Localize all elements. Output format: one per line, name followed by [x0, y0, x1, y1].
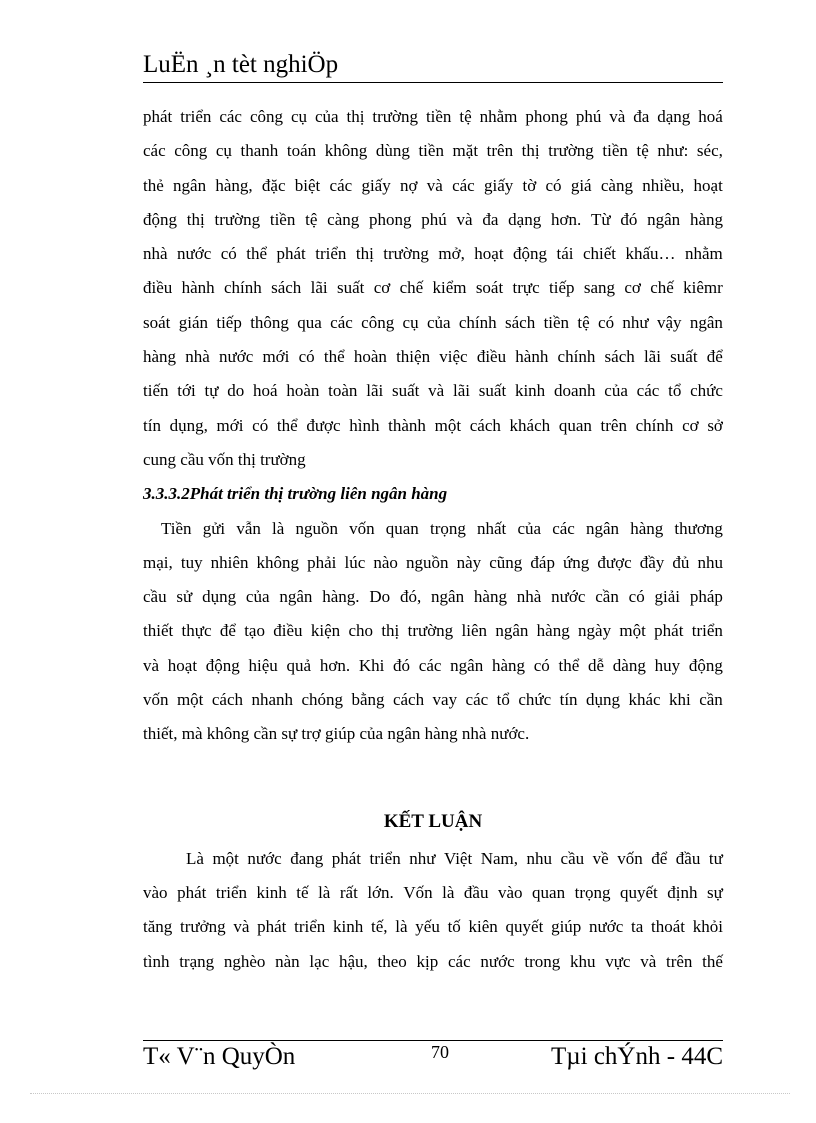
document-body — [143, 100, 723, 979]
text-line: thẻ ngân hàng, đặc biệt các giấy nợ và các giấy tờ có giá càng nhiều, hoạt — [143, 175, 723, 195]
paragraph-3 — [143, 842, 723, 979]
page-edge-divider — [30, 1093, 790, 1094]
text-line: thiết, mà không cần sự trợ giúp của ngân hàng nhà nước. — [143, 724, 530, 744]
footer-class: Tµi chÝnh - 44C — [550, 1043, 723, 1070]
running-header-title: LuËn ¸n tèt nghiÖp — [143, 51, 339, 78]
text-line: thiết thực để tạo điều kiện cho thị trường liên ngân hàng ngày một phát triển — [143, 621, 723, 641]
header-rule — [143, 82, 723, 83]
text-line: Tiền gửi vẫn là nguồn vốn quan trọng nhất của các ngân hàng thương — [161, 518, 723, 538]
spacer — [143, 752, 723, 802]
text-line: phát triển các công cụ của thị trường tiền tệ nhằm phong phú và đa dạng hoá — [143, 107, 723, 126]
text-line: cung cầu vốn thị trường — [143, 449, 306, 469]
text-line: động thị trường tiền tệ càng phong phú và đa dạng hơn. Từ đó ngân hàng — [143, 209, 723, 229]
text-line: tín dụng, mới có thể được hình thành một cách khách quan trên chính cơ sở — [143, 415, 723, 435]
text-line: tăng trưởng và phát triển kinh tế, là yếu tố kiên quyết giúp nước ta thoát khỏi — [143, 917, 723, 937]
text-line: vào phát triển kinh tế là rất lớn. Vốn là đầu vào quan trọng quyết định sự — [143, 882, 723, 902]
text-line: tình trạng nghèo nàn lạc hậu, theo kịp các nước trong khu vực và trên thế — [143, 951, 723, 971]
section-heading: 3.3.3.2Phát triển thị trường liên ngân hàng — [143, 484, 448, 504]
paragraph-1 — [143, 100, 723, 477]
text-line: nhà nước có thể phát triển thị trường mở, hoạt động tái chiết khấu… nhằm — [143, 244, 723, 264]
footer-author: T« V¨n QuyÒn — [143, 1043, 296, 1070]
paragraph-2 — [143, 512, 723, 752]
conclusion-title: KẾT LUẬN — [383, 810, 483, 832]
page-number: 70 — [431, 1042, 449, 1062]
text-line: hàng nhà nước mới có thể hoàn thiện việc điều hành chính sách lãi suất để — [143, 347, 723, 367]
text-line: tiến tới tự do hoá hoàn toàn lãi suất và lãi suất kinh doanh của các tổ chức — [143, 381, 723, 401]
text-line: cầu sử dụng của ngân hàng. Do đó, ngân hàng nhà nước cần có giải pháp — [143, 587, 723, 607]
text-line: soát gián tiếp thông qua các công cụ của chính sách tiền tệ có như vậy ngân — [143, 312, 723, 332]
text-line: các công cụ thanh toán không dùng tiền mặt trên thị trường tiền tệ như: séc, — [143, 141, 723, 161]
text-line: Là một nước đang phát triển như Việt Nam, nhu cầu về vốn để đầu tư — [186, 848, 723, 868]
text-line: điều hành chính sách lãi suất cơ chế kiểm soát trực tiếp sang cơ chế kiêmr — [143, 278, 723, 298]
text-line: mại, tuy nhiên không phải lúc nào nguồn này cũng đáp ứng được đầy đủ nhu — [143, 552, 723, 572]
text-line: và hoạt động hiệu quả hơn. Khi đó các ngân hàng có thể dễ dàng huy động — [143, 655, 723, 675]
text-line: vốn một cách nhanh chóng bằng cách vay các tổ chức tín dụng khác khi cần — [143, 690, 723, 710]
